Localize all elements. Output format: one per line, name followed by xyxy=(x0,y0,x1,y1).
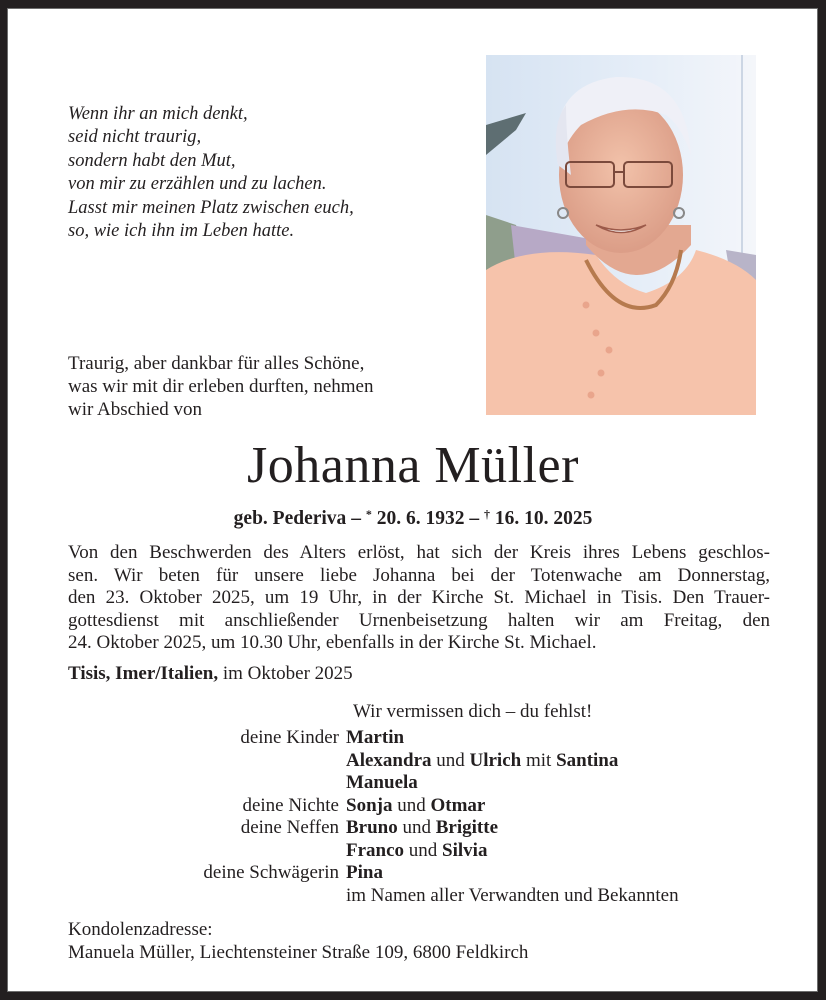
mourner-name: Alexandra xyxy=(346,749,432,771)
relation-label xyxy=(0,840,346,863)
poem-line: Wenn ihr an mich denkt, xyxy=(68,104,248,124)
portrait-image xyxy=(486,55,756,415)
poem-line: sondern habt den Mut, xyxy=(68,150,236,171)
mourners-list xyxy=(0,727,826,907)
mourner-name: Brigitte xyxy=(435,817,499,838)
mourner-name: Sonja xyxy=(346,794,393,816)
poem-line: seid nicht traurig, xyxy=(68,127,202,148)
body-line: sen. Wir beten für unsere liebe Johanna bei der Totenwache am Donnerstag, xyxy=(68,564,770,586)
death-cross-icon: † xyxy=(483,507,490,521)
mourner-row xyxy=(0,795,826,818)
intro-line: wir Abschied von xyxy=(68,399,203,420)
maiden-name: geb. Pederiva xyxy=(233,508,347,529)
relation-label: deine Nichte xyxy=(242,794,339,816)
intro-line: was wir mit dir erleben durften, nehmen xyxy=(68,376,374,397)
mourner-name: Otmar xyxy=(430,794,486,816)
relation-label xyxy=(0,885,346,908)
mourner-name: Silvia xyxy=(442,839,488,861)
condolence-address xyxy=(68,918,528,964)
connector-text: im Namen aller Verwandten und Bekannten xyxy=(346,884,679,906)
connector-text: mit xyxy=(521,749,557,771)
mourner-name: Manuela xyxy=(346,772,418,793)
body-line: den 23. Oktober 2025, um 19 Uhr, in der Kirche St. Michael in Tisis. Den Trauer- xyxy=(68,587,770,609)
mourner-row xyxy=(0,885,826,908)
connector-text: und xyxy=(397,817,436,838)
poem-line: von mir zu erzählen und zu lachen. xyxy=(68,174,327,195)
mourner-names xyxy=(346,862,383,885)
mourner-name: Bruno xyxy=(346,817,398,838)
body-line: gottesdienst mit anschließender Urnenbeisetzung halten wir am Freitag, den xyxy=(68,609,770,631)
deceased-name: Johanna Müller xyxy=(247,437,579,494)
mourner-name: Pina xyxy=(346,862,383,883)
address-heading: Kondolenzadresse: xyxy=(68,919,213,940)
mourner-name: Ulrich xyxy=(469,749,522,771)
place-date xyxy=(68,662,353,685)
intro-line: Traurig, aber dankbar für alles Schöne, xyxy=(68,353,365,374)
mourner-names xyxy=(346,795,485,818)
death-date: 16. 10. 2025 xyxy=(489,508,593,529)
mourner-row xyxy=(0,862,826,885)
relation-label: deine Neffen xyxy=(240,817,339,838)
birth-date: 20. 6. 1932 xyxy=(371,508,465,529)
connector-text: und xyxy=(431,749,470,771)
mourner-names xyxy=(346,750,618,773)
funeral-details xyxy=(68,542,770,655)
mourner-name: Franco xyxy=(346,839,405,861)
connector-text: und xyxy=(404,839,443,861)
relation-label: deine Schwägerin xyxy=(203,862,339,883)
body-line: Von den Beschwerden des Alters erlöst, hat sich der Kreis ihres Lebens geschlos- xyxy=(68,542,770,563)
mourner-row xyxy=(0,727,826,750)
mourner-row xyxy=(0,750,826,773)
mourner-names xyxy=(346,727,404,750)
relation-label xyxy=(0,772,346,795)
poem-line: Lasst mir meinen Platz zwischen euch, xyxy=(68,197,354,218)
body-line: 24. Oktober 2025, um 10.30 Uhr, ebenfalls in der Kirche St. Michael. xyxy=(68,632,597,654)
portrait-photo xyxy=(486,55,756,415)
intro-text xyxy=(68,352,468,421)
mourner-row xyxy=(0,817,826,840)
mourner-name: Santina xyxy=(556,749,619,771)
relation-label xyxy=(0,750,346,773)
place-location: Tisis, Imer/Italien, xyxy=(68,663,219,684)
life-dates: geb. Pederiva – * 20. 6. 1932 – † 16. 10. 2025 xyxy=(233,507,593,529)
place-date-text: im Oktober 2025 xyxy=(218,663,353,684)
birth-star-icon: * xyxy=(365,507,372,521)
mourner-row xyxy=(0,840,826,863)
relation-label: deine Kinder xyxy=(240,727,339,748)
mourner-names xyxy=(346,840,487,863)
mourner-names xyxy=(346,885,679,908)
mourner-names xyxy=(346,772,418,795)
mourner-row xyxy=(0,772,826,795)
miss-line: Wir vermissen dich – du fehlst! xyxy=(353,701,593,722)
mourner-names xyxy=(346,817,498,840)
mourner-name: Martin xyxy=(346,727,405,748)
poem-line: so, wie ich ihn im Leben hatte. xyxy=(68,221,295,242)
connector-text: und xyxy=(392,794,431,816)
poem xyxy=(68,103,468,243)
address-line: Manuela Müller, Liechtensteiner Straße 109, 6800 Feldkirch xyxy=(68,942,529,963)
